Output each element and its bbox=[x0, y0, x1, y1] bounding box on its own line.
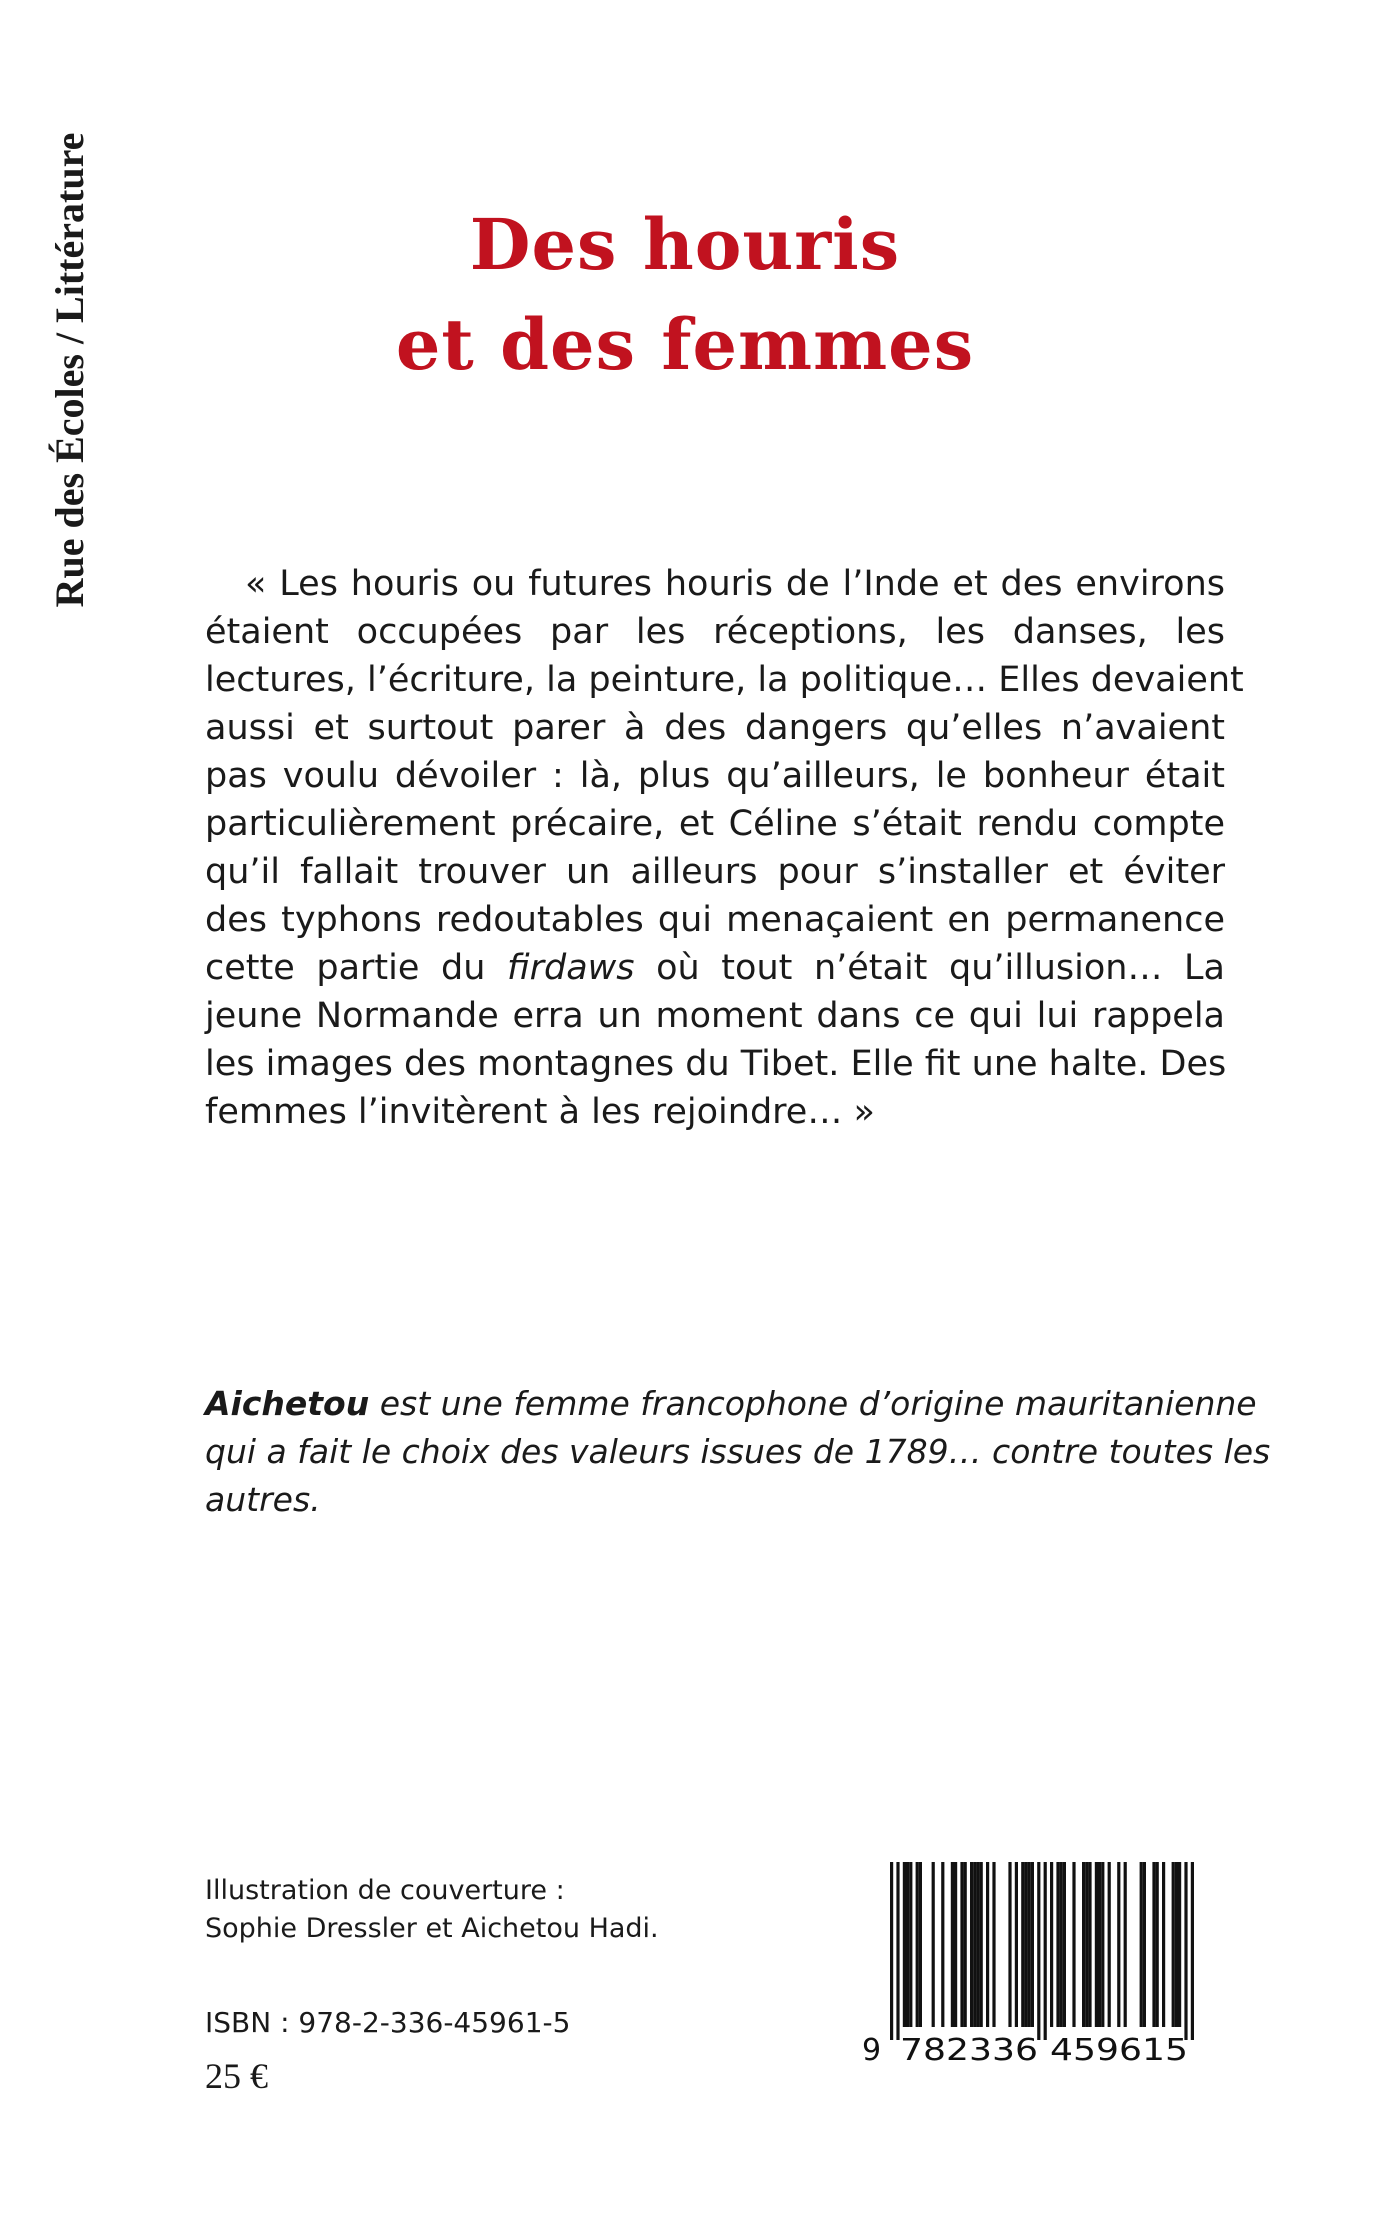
illustration-credits bbox=[205, 1872, 765, 1948]
author-name: Aichetou bbox=[205, 1384, 370, 1423]
barcode-bar bbox=[980, 1862, 983, 2027]
barcode-bar bbox=[973, 1862, 976, 2027]
barcode-bar bbox=[1015, 1862, 1018, 2027]
barcode-bar bbox=[1008, 1862, 1011, 2027]
barcode-bar bbox=[1072, 1862, 1075, 2027]
barcode-bar bbox=[909, 1862, 912, 2027]
barcode-bar bbox=[1028, 1862, 1031, 2027]
excerpt-line: des typhons redoutables qui menaçaient en permanence bbox=[205, 900, 1225, 940]
barcode-bar bbox=[1140, 1862, 1143, 2027]
barcode-bar bbox=[992, 1862, 995, 2027]
barcode-bar bbox=[986, 1862, 989, 2027]
bio-line: autres. bbox=[205, 1480, 321, 1519]
barcode-bar bbox=[1056, 1862, 1059, 2027]
barcode-bar bbox=[964, 1862, 967, 2027]
bio-line bbox=[205, 1380, 1257, 1428]
excerpt-line: « Les houris ou futures houris de l’Inde et des environs bbox=[245, 564, 1225, 604]
barcode bbox=[860, 1860, 1215, 2065]
barcode-bar bbox=[1098, 1862, 1101, 2027]
excerpt-italic-word: firdaws bbox=[506, 948, 635, 988]
credits-label: Illustration de couverture : bbox=[205, 1875, 565, 1906]
barcode-bar bbox=[1184, 1862, 1187, 2040]
barcode-bar bbox=[1037, 1862, 1040, 2040]
barcode-bar bbox=[1156, 1862, 1159, 2027]
barcode-bar bbox=[1172, 1862, 1175, 2027]
barcode-bar bbox=[954, 1862, 957, 2027]
barcode-bar bbox=[890, 1862, 893, 2040]
barcode-bar bbox=[896, 1862, 899, 2040]
barcode-bar bbox=[941, 1862, 944, 2027]
barcode-bar bbox=[1060, 1862, 1063, 2027]
barcode-bar bbox=[1108, 1862, 1111, 2027]
barcode-bar bbox=[960, 1862, 963, 2027]
barcode-bar bbox=[1175, 1862, 1178, 2027]
barcode-digits-group-2: 459615 bbox=[1050, 2033, 1188, 2065]
barcode-graphic bbox=[860, 1860, 1215, 2065]
barcode-digits-group-1: 782336 bbox=[900, 2033, 1038, 2065]
author-bio bbox=[205, 1380, 1271, 1524]
excerpt-line: pas voulu dévoiler : là, plus qu’ailleurs, le bonheur était bbox=[205, 756, 1225, 796]
excerpt-line: femmes l’invitèrent à les rejoindre… » bbox=[205, 1092, 875, 1132]
excerpt-line: jeune Normande erra un moment dans ce qui lui rappela bbox=[205, 996, 1225, 1036]
credits-names: Sophie Dressler et Aichetou Hadi. bbox=[205, 1913, 659, 1944]
excerpt-line: étaient occupées par les réceptions, les danses, les bbox=[205, 612, 1225, 652]
barcode-bar bbox=[1143, 1862, 1146, 2027]
barcode-bar bbox=[1024, 1862, 1027, 2027]
barcode-bars bbox=[890, 1862, 1194, 2040]
book-title bbox=[180, 195, 1190, 395]
barcode-lead-digit: 9 bbox=[862, 2033, 882, 2065]
barcode-bar bbox=[1082, 1862, 1085, 2027]
barcode-bar bbox=[1178, 1862, 1181, 2027]
isbn-number: ISBN : 978-2-336-45961-5 bbox=[205, 2006, 571, 2039]
excerpt-line: lectures, l’écriture, la peinture, la politique… Elles devaient bbox=[205, 660, 1244, 700]
excerpt-line: qu’il fallait trouver un ailleurs pour s’installer et éviter bbox=[205, 852, 1225, 892]
barcode-bar bbox=[1124, 1862, 1127, 2027]
bio-line: qui a fait le choix des valeurs issues de 1789… contre toutes les bbox=[205, 1432, 1271, 1471]
excerpt-text: cette partie du bbox=[205, 948, 507, 988]
barcode-bar bbox=[1021, 1862, 1024, 2027]
excerpt-line: aussi et surtout parer à des dangers qu’elles n’avaient bbox=[205, 708, 1225, 748]
barcode-bar bbox=[1031, 1862, 1034, 2027]
book-title-line-2: et des femmes bbox=[395, 303, 975, 386]
excerpt-line: les images des montagnes du Tibet. Elle fit une halte. Des bbox=[205, 1044, 1227, 1084]
barcode-bar bbox=[1117, 1862, 1120, 2027]
barcode-bar bbox=[1044, 1862, 1047, 2040]
barcode-bar bbox=[1085, 1862, 1088, 2027]
price-label: 25 € bbox=[205, 2056, 268, 2096]
barcode-bar bbox=[1191, 1862, 1194, 2040]
barcode-bar bbox=[1101, 1862, 1104, 2027]
barcode-bar bbox=[1063, 1862, 1066, 2027]
barcode-bar bbox=[1152, 1862, 1155, 2027]
excerpt-line-with-italic bbox=[205, 944, 1225, 992]
barcode-bar bbox=[906, 1862, 909, 2027]
excerpt-text: où tout n’était qu’illusion… La bbox=[634, 948, 1225, 988]
excerpt-line: particulièrement précaire, et Céline s’était rendu compte bbox=[205, 804, 1225, 844]
barcode-bar bbox=[970, 1862, 973, 2027]
barcode-bar bbox=[976, 1862, 979, 2027]
barcode-bar bbox=[919, 1862, 922, 2027]
bio-text: est une femme francophone d’origine mauritanienne bbox=[369, 1384, 1257, 1423]
barcode-bar bbox=[916, 1862, 919, 2027]
barcode-bar bbox=[903, 1862, 906, 2027]
back-cover-excerpt bbox=[205, 560, 1244, 1136]
barcode-bar bbox=[1162, 1862, 1165, 2027]
barcode-bar bbox=[932, 1862, 935, 2027]
book-title-line-1: Des houris bbox=[469, 203, 901, 286]
barcode-bar bbox=[1095, 1862, 1098, 2027]
barcode-bar bbox=[951, 1862, 954, 2027]
barcode-bar bbox=[1050, 1862, 1053, 2027]
spine-collection-label: Rue des Écoles / Littérature bbox=[47, 132, 92, 608]
barcode-bar bbox=[1088, 1862, 1091, 2027]
